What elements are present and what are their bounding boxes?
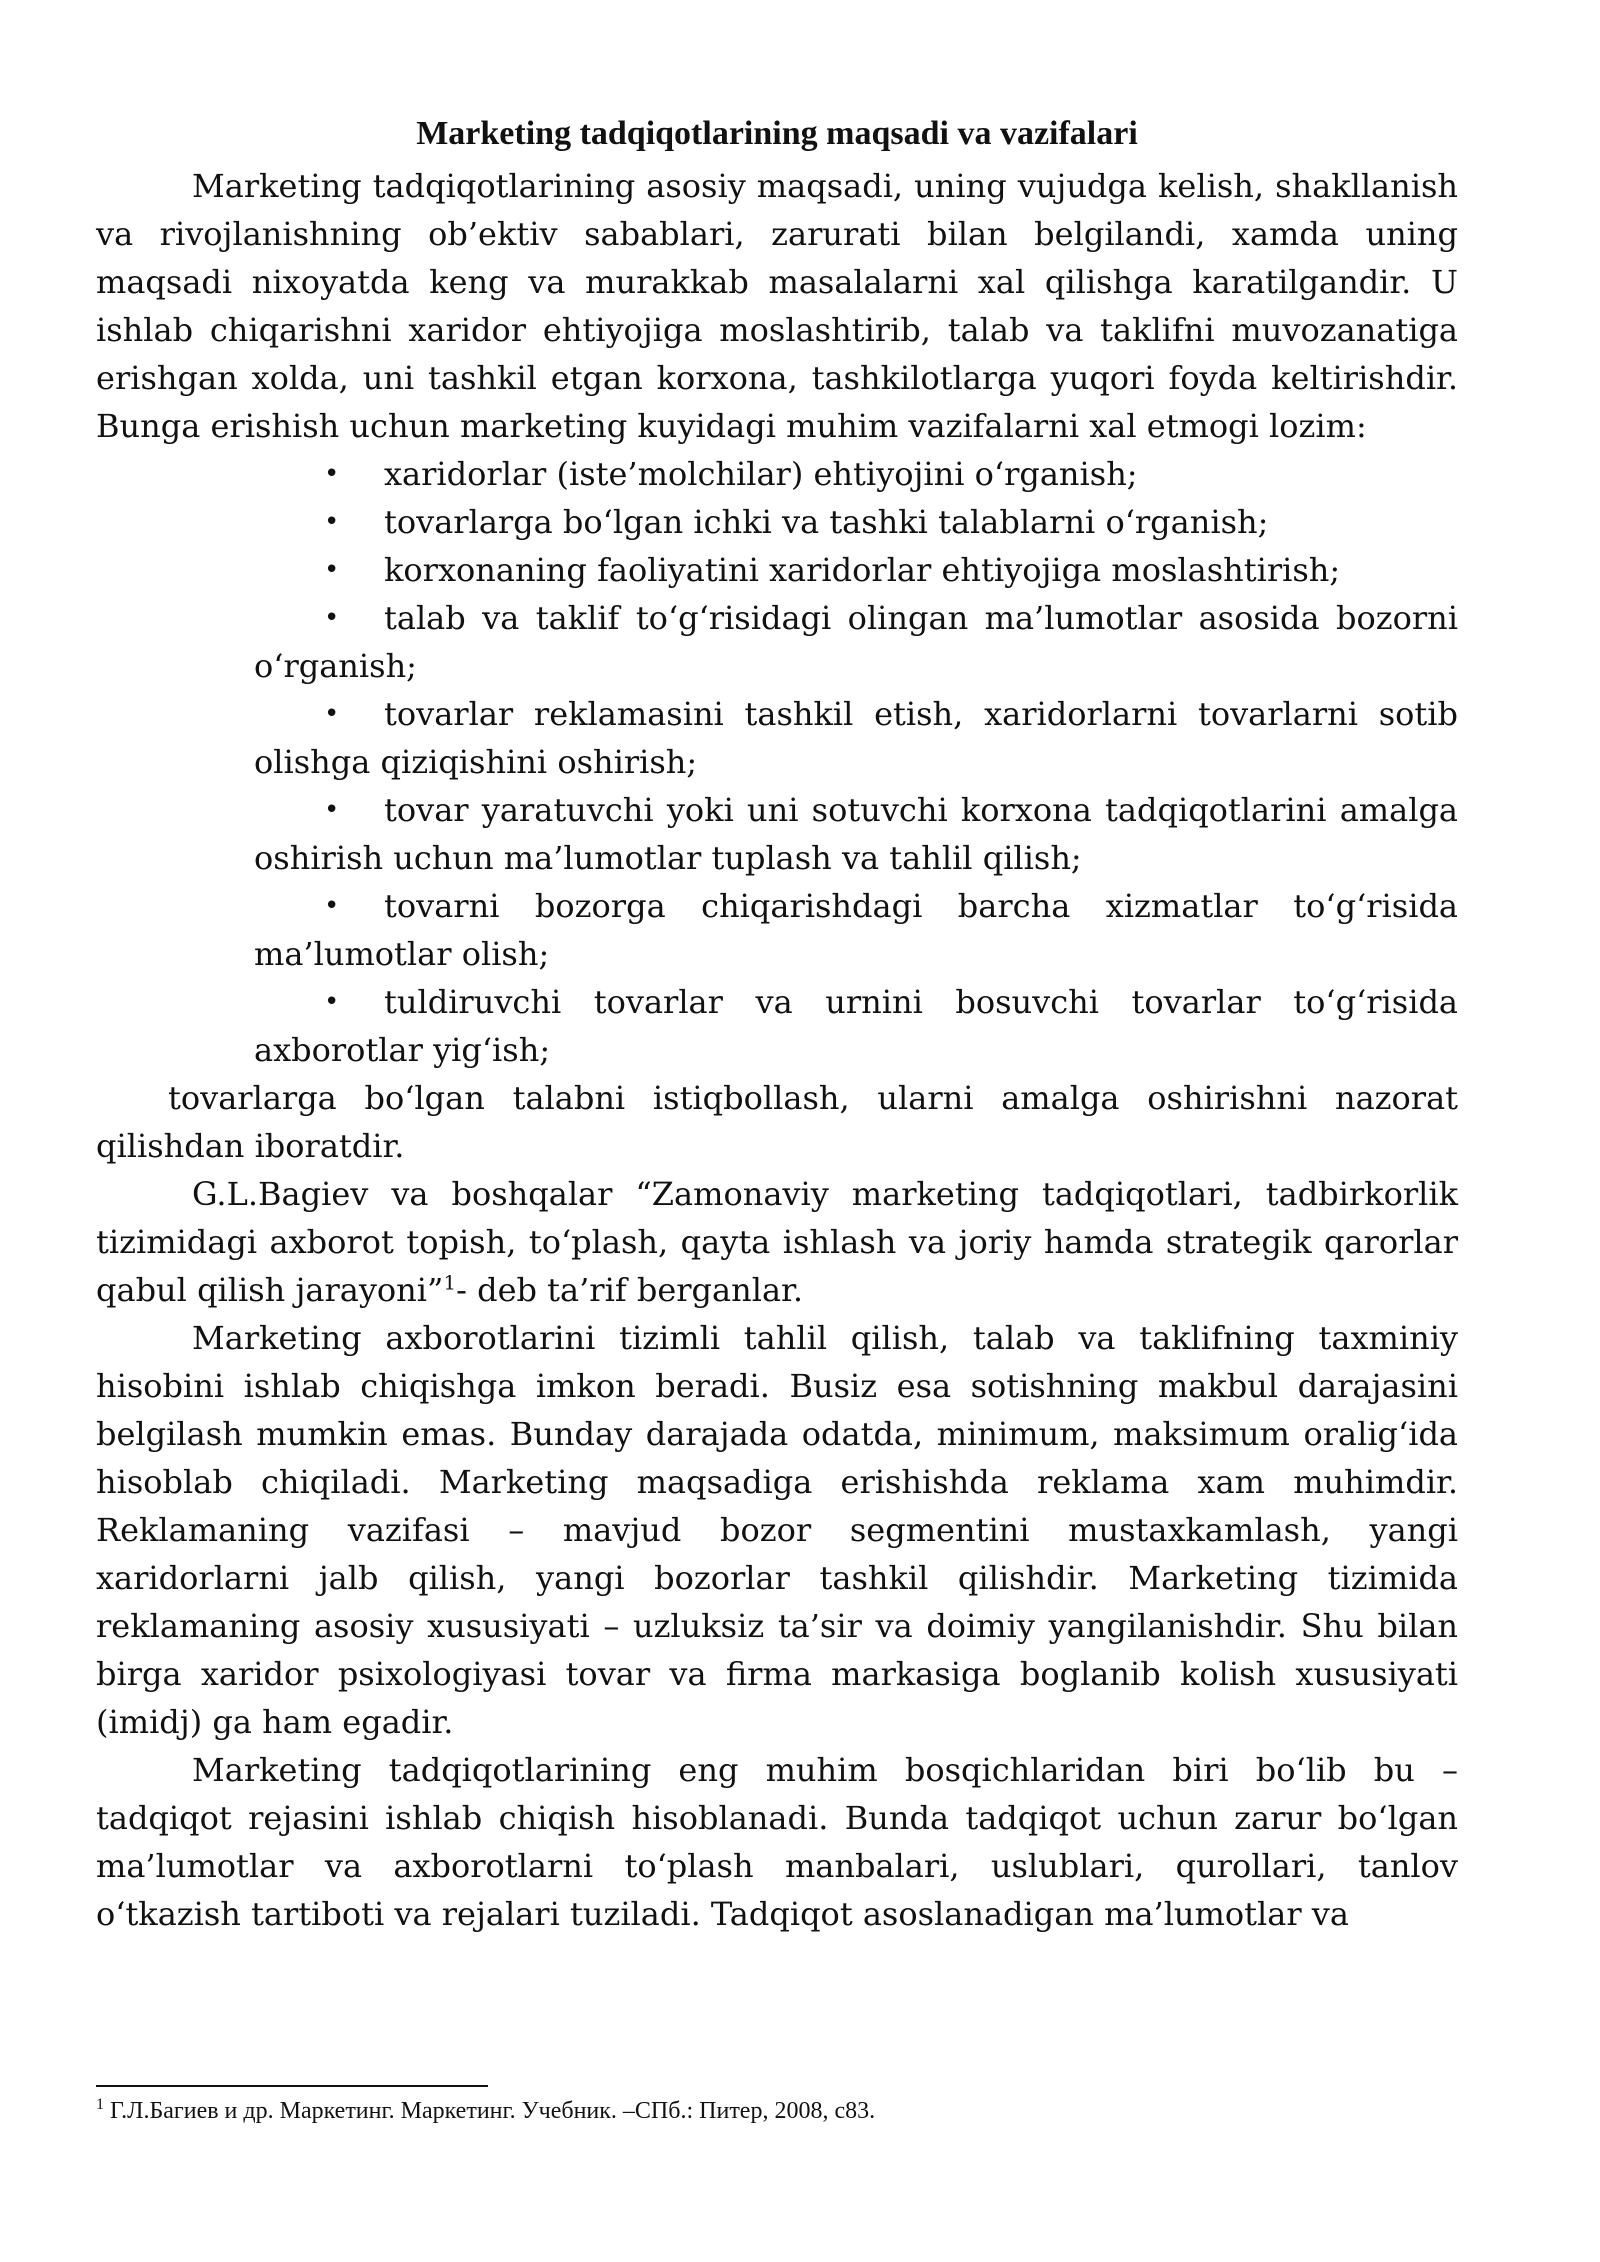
list-item xyxy=(254,690,1458,786)
list-item xyxy=(254,546,1458,594)
bullet-icon: • xyxy=(324,603,340,633)
list-item-text: tovar yaratuvchi yoki uni sotuvchi korxona tadqiqotlarini amalga oshirish uchun ma’lumotlar tuplash va tahlil qilish; xyxy=(254,791,1458,877)
bullet-icon: • xyxy=(324,795,340,825)
definition-text-end: - deb ta’rif berganlar. xyxy=(456,1271,803,1309)
footnote xyxy=(96,2094,1456,2128)
footnote-number: 1 xyxy=(96,2096,104,2113)
definition-text: G.L.Bagiev va boshqalar “Zamonaviy marketing tadqiqotlari, tadbirkorlik tizimidagi axborot topish, to‘plash, qayta ishlash va joriy hamda strategik qarorlar qabul qilish jarayoni” xyxy=(96,1175,1458,1309)
list-item xyxy=(254,594,1458,690)
list-item xyxy=(254,450,1458,498)
list-item-text: korxonaning faoliyatini xaridorlar ehtiyojiga moslashtirish; xyxy=(384,551,1341,589)
list-item xyxy=(254,498,1458,546)
list-item xyxy=(254,882,1458,978)
footnote-reference[interactable]: 1 xyxy=(443,1270,457,1295)
list-item xyxy=(254,786,1458,882)
paragraph-definition xyxy=(96,1170,1458,1314)
list-item-text: talab va taklif to‘g‘risidagi olingan ma’lumotlar asosida bozorni o‘rganish; xyxy=(254,599,1458,685)
list-item-text: tuldiruvchi tovarlar va urnini bosuvchi tovarlar to‘g‘risida axborotlar yig‘ish; xyxy=(254,983,1458,1069)
footnote-text: Г.Л.Багиев и др. Маркетинг. Маркетинг. Учебник. –СПб.: Питер, 2008, с83. xyxy=(110,2098,876,2124)
footnote-divider xyxy=(96,2085,488,2087)
paragraph-research-plan: Marketing tadqiqotlarining eng muhim bosqichlaridan biri bo‘lib bu – tadqiqot rejasini ishlab chiqish hisoblanadi. Bunda tadqiqot uchun zarur bo‘lgan ma’lumotlar va axborotlarni to‘plash manbalari, uslublari, qurollari, tanlov o‘tkazish tartiboti va rejalari tuziladi. Tadqiqot asoslanadigan ma’lumotlar va xyxy=(96,1751,1458,1933)
bullet-icon: • xyxy=(324,987,340,1017)
list-item xyxy=(254,978,1458,1074)
paragraph-list-conclusion: tovarlarga bo‘lgan talabni istiqbollash, ularni amalga oshirishni nazorat qilishdan iboratdir. xyxy=(96,1079,1458,1165)
bullet-icon: • xyxy=(324,699,340,729)
list-item-text: xaridorlar (iste’molchilar) ehtiyojini o‘rganish; xyxy=(384,455,1138,493)
bullet-icon: • xyxy=(324,507,340,537)
paragraph-analysis: Marketing axborotlarini tizimli tahlil qilish, talab va taklifning taxminiy hisobini ishlab chiqishga imkon beradi. Busiz esa sotishning makbul darajasini belgilash mumkin emas. Bunday darajada odatda, minimum, maksimum oralig‘ida hisoblab chiqiladi. Marketing maqsadiga erishishda reklama xam muhimdir. Reklamaning vazifasi – mavjud bozor segmentini mustaxkamlash, yangi xaridorlarni jalb qilish, yangi bozorlar tashkil qilishdir. Marketing tizimida reklamaning asosiy xususiyati – uzluksiz ta’sir va doimiy yangilanishdir. Shu bilan birga xaridor psixologiyasi tovar va firma markasiga boglanib kolish xususiyati (imidj) ga ham egadir. xyxy=(96,1319,1458,1741)
list-item-text: tovarlarga bo‘lgan ichki va tashki talablarni o‘rganish; xyxy=(384,503,1269,541)
bullet-icon: • xyxy=(324,555,340,585)
bullet-icon: • xyxy=(324,891,340,921)
page-title: Marketing tadqiqotlarining maqsadi va vazifalari xyxy=(416,115,1138,152)
list-item-text: tovarlar reklamasini tashkil etish, xaridorlarni tovarlarni sotib olishga qiziqishini oshirish; xyxy=(254,695,1458,781)
paragraph-intro: Marketing tadqiqotlarining asosiy maqsadi, uning vujudga kelish, shakllanish va rivojlanishning ob’ektiv sabablari, zarurati bilan belgilandi, xamda uning maqsadi nixoyatda keng va murakkab masalalarni xal qilishga karatilgandir. U ishlab chiqarishni xaridor ehtiyojiga moslashtirib, talab va taklifni muvozanatiga erishgan xolda, uni tashkil etgan korxona, tashkilotlarga yuqori foyda keltirishdir. Bunga erishish uchun marketing kuyidagi muhim vazifalarni xal etmogi lozim: xyxy=(96,167,1458,445)
bullet-icon: • xyxy=(324,459,340,489)
task-list xyxy=(96,450,1458,1074)
list-item-text: tovarni bozorga chiqarishdagi barcha xizmatlar to‘g‘risida ma’lumotlar olish; xyxy=(254,887,1458,973)
